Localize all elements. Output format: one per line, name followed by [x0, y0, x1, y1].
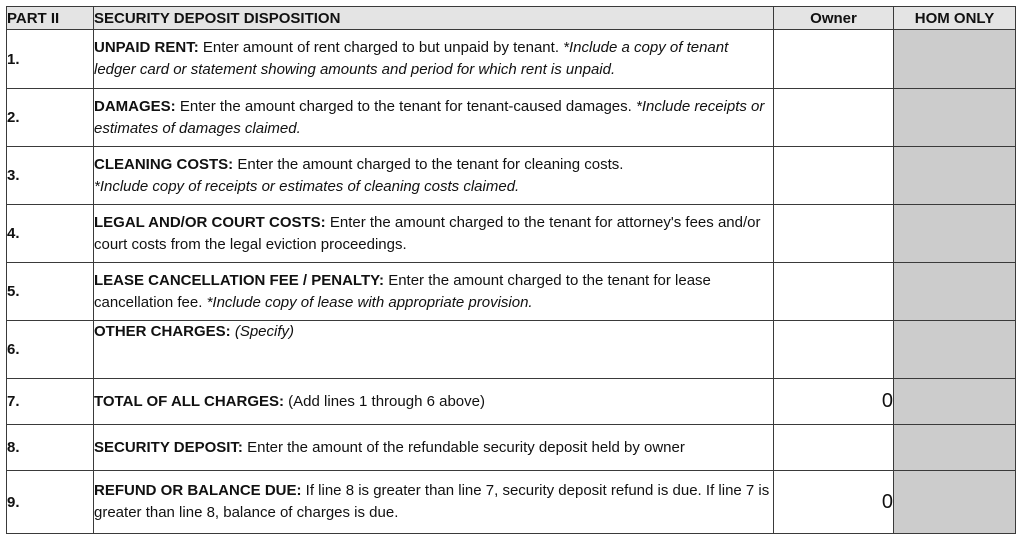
owner-amount-field[interactable] — [774, 30, 894, 89]
line-label: DAMAGES: — [94, 97, 176, 115]
hom-only-column-header: HOM ONLY — [894, 7, 1016, 30]
hom-only-field — [894, 147, 1016, 205]
hom-only-field — [894, 321, 1016, 379]
line-note: *Include receipts or estimates of damages claimed. — [94, 97, 765, 137]
owner-amount-field[interactable] — [774, 321, 894, 379]
line-number: 8. — [7, 425, 94, 471]
line-number: 5. — [7, 263, 94, 321]
line-label: LEGAL AND/OR COURT COSTS: — [94, 213, 326, 231]
line-text: Enter the amount charged to the tenant for attorney's fees and/or court costs from the legal eviction proceedings. — [94, 213, 761, 253]
line-description — [94, 321, 774, 379]
line-number: 4. — [7, 205, 94, 263]
line-description — [94, 425, 774, 471]
line-description — [94, 379, 774, 425]
table-row — [7, 205, 1016, 263]
line-note: *Include a copy of tenant ledger card or statement showing amounts and period for which rent is unpaid. — [94, 39, 729, 78]
line-description — [94, 471, 774, 534]
line-number: 9. — [7, 471, 94, 534]
table-header-row — [7, 7, 1016, 30]
security-deposit-disposition-table — [6, 6, 1016, 534]
line-text: Enter amount of rent charged to but unpaid by tenant. — [202, 39, 559, 56]
line-description — [94, 147, 774, 205]
owner-amount-field[interactable] — [774, 263, 894, 321]
line-text: Enter the amount charged to the tenant for tenant-caused damages. — [179, 97, 632, 115]
line-text: Enter the amount charged to the tenant for lease cancellation fee. — [94, 271, 711, 311]
table-row — [7, 263, 1016, 321]
owner-column-header: Owner — [774, 7, 894, 30]
line-text: If line 8 is greater than line 7, security deposit refund is due. If line 7 is greater than line 8, balance of charges is due. — [94, 482, 770, 521]
line-description — [94, 205, 774, 263]
table-row — [7, 425, 1016, 471]
hom-only-field — [894, 89, 1016, 147]
table-row — [7, 30, 1016, 89]
hom-only-field — [894, 205, 1016, 263]
line-label: TOTAL OF ALL CHARGES: — [94, 392, 284, 410]
owner-amount-field[interactable] — [774, 147, 894, 205]
line-number: 2. — [7, 89, 94, 147]
owner-amount-field[interactable] — [774, 89, 894, 147]
line-label: SECURITY DEPOSIT: — [94, 438, 243, 456]
line-label: LEASE CANCELLATION FEE / PENALTY: — [94, 271, 385, 289]
line-label: UNPAID RENT: — [94, 39, 199, 56]
owner-amount-field[interactable] — [774, 425, 894, 471]
line-label: REFUND OR BALANCE DUE: — [94, 482, 302, 499]
line-description — [94, 263, 774, 321]
line-label: OTHER CHARGES: — [94, 323, 231, 340]
line-description — [94, 89, 774, 147]
table-row — [7, 321, 1016, 379]
table-row — [7, 379, 1016, 425]
hom-only-field — [894, 30, 1016, 89]
table-row — [7, 147, 1016, 205]
line-note: (Specify) — [234, 323, 295, 340]
hom-only-field — [894, 471, 1016, 534]
line-note: *Include copy of receipts or estimates of cleaning costs claimed. — [94, 177, 520, 195]
line-number: 1. — [7, 30, 94, 89]
line-label: CLEANING COSTS: — [94, 155, 234, 173]
owner-amount-field[interactable] — [774, 205, 894, 263]
section-title: SECURITY DEPOSIT DISPOSITION — [94, 7, 774, 30]
line-text: (Add lines 1 through 6 above) — [288, 392, 485, 410]
line-description — [94, 30, 774, 89]
line-number: 3. — [7, 147, 94, 205]
hom-only-field — [894, 379, 1016, 425]
hom-only-field — [894, 425, 1016, 471]
line-number: 6. — [7, 321, 94, 379]
line-text: Enter the amount charged to the tenant for cleaning costs. — [237, 155, 624, 173]
owner-refund-field[interactable]: 0 — [774, 471, 894, 534]
line-note: *Include copy of lease with appropriate provision. — [206, 293, 533, 311]
hom-only-field — [894, 263, 1016, 321]
table-row — [7, 471, 1016, 534]
table-row — [7, 89, 1016, 147]
part-label: PART II — [7, 7, 94, 30]
owner-total-field[interactable]: 0 — [774, 379, 894, 425]
line-number: 7. — [7, 379, 94, 425]
line-text: Enter the amount of the refundable security deposit held by owner — [247, 438, 685, 456]
